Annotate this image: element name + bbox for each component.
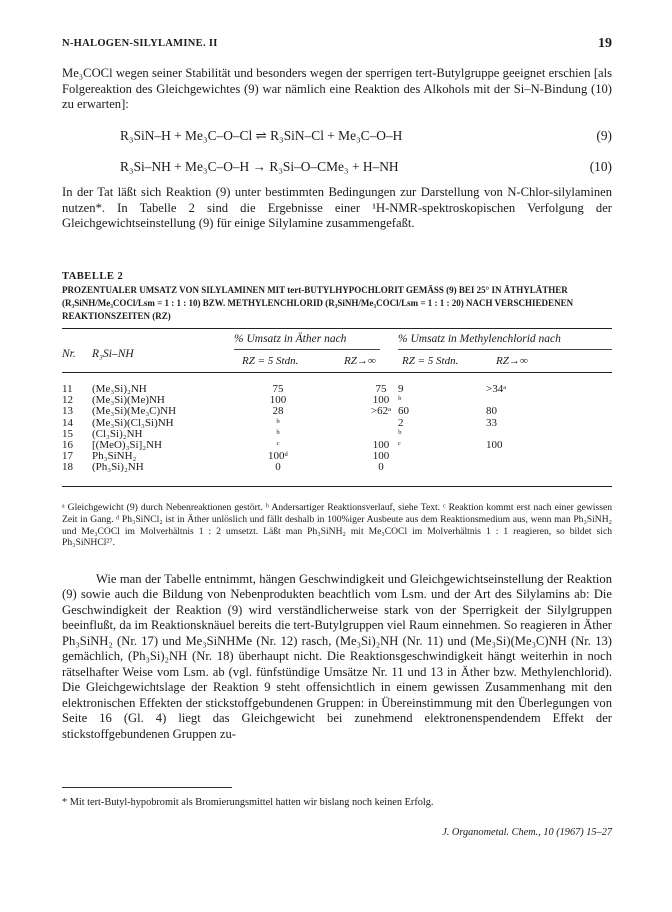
table-row: [62, 462, 612, 473]
row-compound: (Ph₃Si)₂NH: [92, 461, 144, 474]
table-header-rule: [62, 372, 612, 373]
row-compound: Ph₃SiNH₂: [92, 450, 137, 463]
cell-mc-infinite: 100: [486, 438, 503, 451]
cell-mc-infinite: 33: [486, 416, 497, 429]
equation-formula: R₃Si–NH + Me₃C–O–H → R₃Si–O–CMe₃ + H–NH: [120, 159, 399, 174]
cell-mc-5h: 60: [398, 405, 409, 418]
cell-mc-5h: 2: [398, 416, 404, 429]
cell-mc-5h: ᵇ: [398, 394, 402, 407]
cell-ether-infinite: 0: [378, 461, 384, 474]
row-compound: (Cl₃Si)₂NH: [92, 427, 143, 440]
table-row: [62, 440, 612, 451]
row-number: 11: [62, 383, 73, 395]
cell-mc-5h: ᶜ: [398, 438, 401, 451]
running-head: N-HALOGEN-SILYLAMINE. II: [62, 38, 218, 49]
row-compound: (Me₃Si)₂NH: [92, 383, 147, 395]
row-number: 16: [62, 438, 73, 451]
column-group-methylene-chloride: % Umsatz in Methylenchlorid nach: [398, 333, 561, 345]
table-caption: PROZENTUALER UMSATZ VON SILYLAMINEN MIT tert-BUTYLHYPOCHLORIT GEMÄSS (9) BEI 25° IN ÄTHYLÄTHER (R₃SiNH/Me₃COCl/Lsm = 1 : 1 : 10) BZW. METHYLENCHLORID (R₃SiNH/Me₃COCl/Lsm = 1 : 1 : 20) NACH VERSCHIEDENEN REAKTIONSZEITEN (RZ): [62, 285, 574, 321]
cell-ether-5h: 0: [275, 461, 281, 474]
cell-mc-infinite: 80: [486, 405, 497, 418]
row-compound: (Me₃Si)(Cl₃Si)NH: [92, 416, 174, 429]
column-header-nr: Nr.: [62, 348, 76, 360]
cell-ether-5h: ᶜ: [276, 438, 280, 451]
group-rule-methylene-chloride: [398, 349, 612, 350]
cell-ether-5h: ᵇ: [276, 416, 280, 429]
page-number: 19: [598, 36, 612, 51]
cell-ether-5h: 28: [272, 405, 284, 418]
table-top-rule: [62, 328, 612, 329]
table-bottom-rule: [62, 486, 612, 487]
equation-10: [62, 155, 612, 177]
cell-ether-infinite: 75: [375, 383, 387, 395]
table-row: [62, 418, 612, 429]
cell-ether-5h: 75: [272, 383, 284, 395]
subheader-mc-infinite: RZ→∞: [496, 355, 528, 367]
equation-number: (9): [596, 128, 612, 143]
column-header-compound: R₃Si–NH: [92, 348, 134, 360]
footnote-rule: [62, 787, 232, 788]
table-body: [62, 384, 612, 474]
body-paragraph: Wie man der Tabelle entnimmt, hängen Geschwindigkeit und Gleichgewichtseinstellung der Reaktion (9) sowie auch die Bildung von Nebenprodukten beachtlich vom Lsm. und der Art des Silylamins ab: Die Geschwindigkeit der Reaktion (9) wird verständlicherweise stark von der Sperrigkeit der Silylgruppen beeinflußt, da im Reaktionsknäuel bereits die tert-Butylgruppen viel Raum einnehmen. So reagieren in Äther Ph₃SiNH₂ (Nr. 17) und Me₃SiNHMe (Nr. 12) rasch, (Me₃Si)₂NH (Nr. 11) und (Me₃Si)(Me₃C)NH (Nr. 13) gemächlich, (Ph₃Si)₂NH (Nr. 18) überhaupt nicht. Die Reaktionsgeschwindigkeit hängt weiterhin in noch rätselhafter Weise vom Lsm. ab (vgl. fünfstündige Umsätze Nr. 11 und 13 in Äther bzw. Methylenchlorid). Die Gleichgewichtslage der Reaktion 9 steht offensichtlich in einem gewissen Zusammenhang mit den elektronischen Effekten der stickstoffgebundenen Gruppen: in Übereinstimmung mit den Überlegungen von Seite 16 (Gl. 4) liegt das Gleichgewicht bei zunehmend elektronenspendendem Effekt der stickstoffgebundenen Gruppen zu-: [62, 572, 612, 741]
table-label: TABELLE 2: [62, 271, 124, 282]
cell-ether-infinite: 100: [372, 450, 390, 463]
row-number: 17: [62, 450, 73, 463]
row-compound: (Me₃Si)(Me)NH: [92, 394, 165, 407]
paragraph-2: In der Tat läßt sich Reaktion (9) unter bestimmten Bedingungen zur Darstellung von N-Chlor-silylaminen nutzen*. In Tabelle 2 sind die Ergebnisse einer ¹H-NMR-spektroskopischen Verfolgung der Gleichgewichtseinstellung (9) für einige Silylamine zusammengefaßt.: [62, 185, 612, 231]
table-row: [62, 451, 612, 462]
row-compound: [(MeO)₃Si]₂NH: [92, 438, 162, 451]
equation-9: [62, 124, 612, 146]
row-number: 13: [62, 405, 73, 418]
row-number: 18: [62, 461, 73, 474]
intro-paragraph: Me₃COCl wegen seiner Stabilität und besonders wegen der sperrigen tert-Butylgruppe geeignet erschien [als Folgereaktion des Gleichgewichtes (9) war nämlich eine Reaktion des Alkohols mit der Si–N-Bindung (10) zu erwarten]:: [62, 66, 612, 112]
subheader-ether-5h: RZ = 5 Stdn.: [242, 355, 299, 367]
column-group-ether: % Umsatz in Äther nach: [234, 333, 347, 345]
subheader-mc-5h: RZ = 5 Stdn.: [402, 355, 459, 367]
row-number: 12: [62, 394, 73, 407]
cell-ether-5h: ᵇ: [276, 427, 280, 440]
table-row: [62, 406, 612, 417]
row-number: 14: [62, 416, 73, 429]
cell-ether-infinite: >62ᵃ: [370, 405, 392, 418]
cell-ether-infinite: 100: [372, 438, 390, 451]
row-compound: (Me₃Si)(Me₃C)NH: [92, 405, 177, 418]
cell-mc-5h: 9: [398, 383, 404, 395]
page-header: [62, 36, 612, 54]
journal-citation: J. Organometal. Chem., 10 (1967) 15–27: [442, 827, 612, 838]
journal-page: [62, 0, 612, 912]
cell-ether-5h: 100ᵈ: [268, 450, 288, 463]
cell-ether-infinite: 100: [372, 394, 390, 407]
row-number: 15: [62, 427, 73, 440]
table-footnotes: ᵃ Gleichgewicht (9) durch Nebenreaktionen gestört. ᵇ Andersartiger Reaktionsverlauf, siehe Text. ᶜ Reaktion kommt erst nach einer gewissen Zeit in Gang. ᵈ Ph₃SiNCl₂ ist in Äther unlöslich und fällt deshalb in 100%iger Ausbeute aus dem Reaktionsmedium aus, wenn man Ph₃SiNH₂ und Me₃COCl im Molverhältnis 1 : 2 umsetzt. Läßt man Ph₃SiNH₂ mit Me₃COCl im Molverhältnis 1 : 1 reagieren, so bildet sich Ph₃SiNHCl²⁷.: [62, 502, 612, 549]
cell-mc-infinite: >34ᵃ: [486, 383, 507, 395]
group-rule-ether: [234, 349, 380, 350]
page-footnote: * Mit tert-Butyl-hypobromit als Bromierungsmittel hatten wir bislang noch keinen Erfolg.: [62, 797, 434, 808]
cell-ether-5h: 100: [269, 394, 287, 407]
cell-mc-5h: ᵇ: [398, 427, 402, 440]
equation-number: (10): [589, 159, 612, 174]
subheader-ether-infinite: RZ→∞: [344, 355, 376, 367]
equation-formula: R₃SiN–H + Me₃C–O–Cl ⇌ R₃SiN–Cl + Me₃C–O–H: [120, 128, 403, 143]
